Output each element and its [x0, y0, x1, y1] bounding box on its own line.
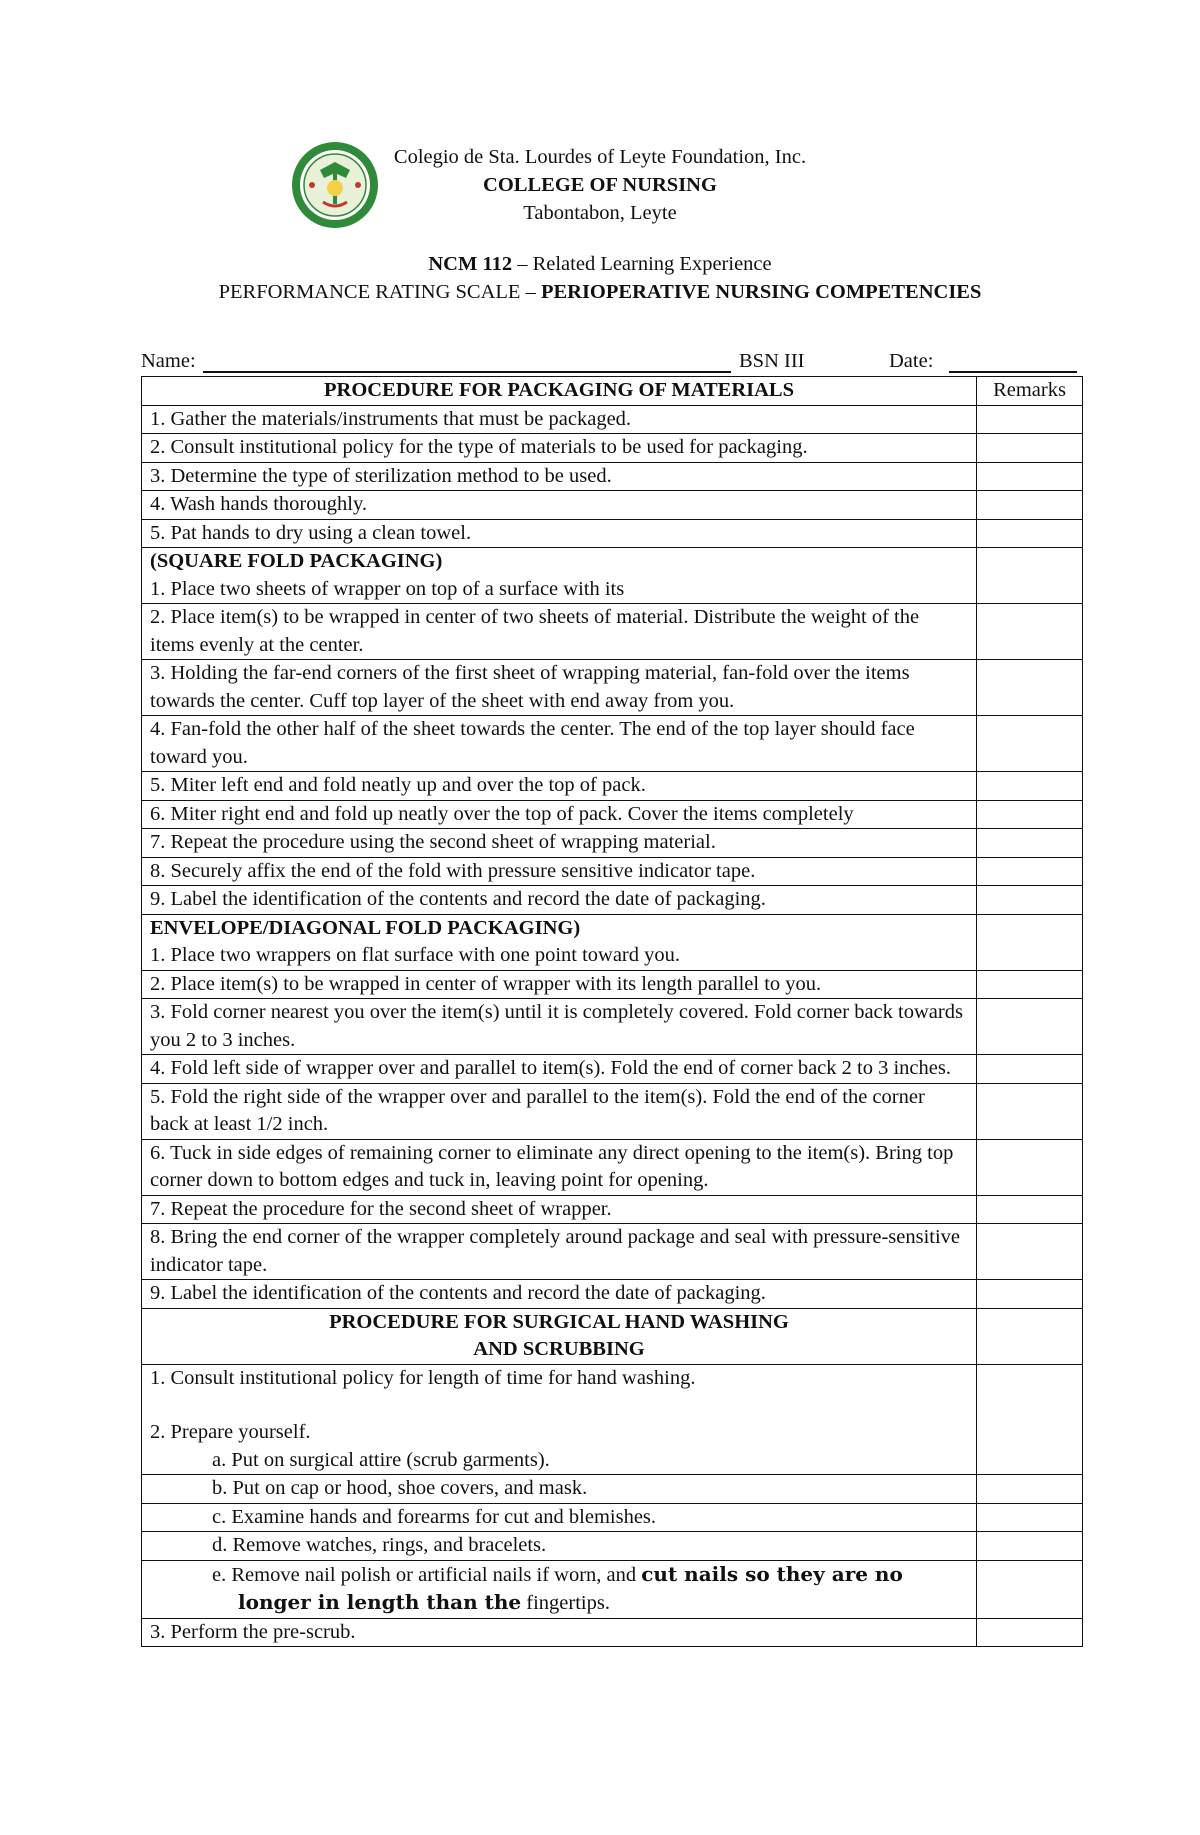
- remarks-cell[interactable]: [977, 434, 1083, 463]
- table-row: [142, 999, 1083, 1055]
- step-text: 5. Miter left end and fold neatly up and over the top of pack.: [142, 772, 977, 801]
- remarks-cell[interactable]: [977, 1364, 1083, 1475]
- table-row: [142, 1139, 1083, 1195]
- remarks-cell[interactable]: [977, 970, 1083, 999]
- remarks-cell[interactable]: [977, 1055, 1083, 1084]
- section-title: PROCEDURE FOR PACKAGING OF MATERIALS: [142, 377, 977, 406]
- step-text: 9. Label the identification of the contents and record the date of packaging.: [142, 1280, 977, 1309]
- course-code: NCM 112: [428, 253, 513, 275]
- step-text: 4. Fan-fold the other half of the sheet towards the center. The end of the top layer should face toward you.: [142, 716, 977, 772]
- subsection-cell: [142, 914, 977, 970]
- step-text: 5. Fold the right side of the wrapper over and parallel to the item(s). Fold the end of the corner back at least 1/2 inch.: [142, 1083, 977, 1139]
- step-text: 3. Perform the pre-scrub.: [142, 1618, 977, 1647]
- step-text: 6. Miter right end and fold up neatly over the top of pack. Cover the items completely: [142, 800, 977, 829]
- table-row: [142, 604, 1083, 660]
- sub-step-text: a. Put on surgical attire (scrub garments).: [212, 1448, 550, 1471]
- step-text: 3. Holding the far-end corners of the first sheet of wrapping material, fan-fold over the items towards the center. Cuff top layer of the sheet with end away from you.: [142, 660, 977, 716]
- sub-step-cell: [142, 1560, 977, 1618]
- remarks-cell[interactable]: [977, 1475, 1083, 1504]
- table-row: [142, 800, 1083, 829]
- sub-step-text: c. Examine hands and forearms for cut and blemishes.: [142, 1503, 977, 1532]
- table-row: [142, 1055, 1083, 1084]
- step-text: 5. Pat hands to dry using a clean towel.: [142, 519, 977, 548]
- subsection-title: ENVELOPE/DIAGONAL FOLD PACKAGING): [150, 916, 581, 939]
- remarks-cell[interactable]: [977, 829, 1083, 858]
- table-row: [142, 1618, 1083, 1647]
- course-line: [60, 250, 1140, 278]
- step-text: 2. Prepare yourself.: [150, 1421, 311, 1443]
- table-row: [142, 1560, 1083, 1618]
- remarks-cell[interactable]: [977, 1560, 1083, 1618]
- remarks-cell[interactable]: [977, 1503, 1083, 1532]
- table-row: [142, 1475, 1083, 1504]
- step-text: 2. Consult institutional policy for the type of materials to be used for packaging.: [142, 434, 977, 463]
- remarks-cell[interactable]: [977, 914, 1083, 970]
- remarks-cell[interactable]: [977, 1224, 1083, 1280]
- step-text: 4. Fold left side of wrapper over and parallel to item(s). Fold the end of corner back 2 to 3 inches.: [142, 1055, 977, 1084]
- table-header-row: [142, 377, 1083, 406]
- remarks-cell[interactable]: [977, 772, 1083, 801]
- remarks-cell[interactable]: [977, 857, 1083, 886]
- remarks-cell[interactable]: [977, 1308, 1083, 1364]
- table-row: [142, 857, 1083, 886]
- section-title-line: AND SCRUBBING: [473, 1338, 645, 1360]
- table-row: [142, 914, 1083, 970]
- college-name: COLLEGE OF NURSING: [483, 174, 717, 196]
- date-field[interactable]: [949, 371, 1077, 373]
- sub-step-text: e. Remove nail polish or artificial nails if worn, and: [212, 1563, 642, 1586]
- remarks-cell[interactable]: [977, 519, 1083, 548]
- scale-prefix: PERFORMANCE RATING SCALE –: [218, 281, 541, 303]
- table-row: [142, 829, 1083, 858]
- step-text: 1. Gather the materials/instruments that must be packaged.: [142, 405, 977, 434]
- remarks-cell[interactable]: [977, 1139, 1083, 1195]
- sub-step-text: b. Put on cap or hood, shoe covers, and mask.: [142, 1475, 977, 1504]
- step-text: 6. Tuck in side edges of remaining corner to eliminate any direct opening to the item(s). Bring top corner down to bottom edges and tuck in, leaving point for opening.: [142, 1139, 977, 1195]
- scale-title: PERIOPERATIVE NURSING COMPETENCIES: [540, 281, 982, 303]
- remarks-cell[interactable]: [977, 405, 1083, 434]
- table-row: [142, 434, 1083, 463]
- remarks-cell[interactable]: [977, 462, 1083, 491]
- table-row: [142, 1280, 1083, 1309]
- step-text: 7. Repeat the procedure for the second sheet of wrapper.: [142, 1195, 977, 1224]
- step-text: 2. Place item(s) to be wrapped in center of wrapper with its length parallel to you.: [142, 970, 977, 999]
- step-text: 8. Securely affix the end of the fold with pressure sensitive indicator tape.: [142, 857, 977, 886]
- rating-table: [141, 376, 1083, 1647]
- name-label: Name:: [141, 350, 196, 372]
- emphasis-text: cut nails so they are no longer in length than the: [238, 1561, 903, 1614]
- remarks-cell[interactable]: [977, 1618, 1083, 1647]
- sub-step-text: d. Remove watches, rings, and bracelets.: [142, 1532, 977, 1561]
- table-row: [142, 1503, 1083, 1532]
- step-cell: [142, 1364, 977, 1475]
- step-text: 1. Place two sheets of wrapper on top of a surface with its: [150, 577, 625, 600]
- remarks-cell[interactable]: [977, 660, 1083, 716]
- institution-block: [300, 143, 900, 227]
- table-row: [142, 1532, 1083, 1561]
- section-title: [142, 1308, 977, 1364]
- step-text: 4. Wash hands thoroughly.: [142, 491, 977, 520]
- step-text: 8. Bring the end corner of the wrapper completely around package and seal with pressure-sensitive indicator tape.: [142, 1224, 977, 1280]
- table-row: [142, 1083, 1083, 1139]
- remarks-header: Remarks: [977, 377, 1083, 406]
- table-row: [142, 405, 1083, 434]
- step-text: 3. Fold corner nearest you over the item(s) until it is completely covered. Fold corner back towards you 2 to 3 inches.: [142, 999, 977, 1055]
- remarks-cell[interactable]: [977, 1532, 1083, 1561]
- table-row: [142, 660, 1083, 716]
- remarks-cell[interactable]: [977, 548, 1083, 604]
- table-row: [142, 1364, 1083, 1475]
- level-label: BSN III: [739, 350, 805, 372]
- step-text: 2. Place item(s) to be wrapped in center of two sheets of material. Distribute the weight of the items evenly at the center.: [142, 604, 977, 660]
- scale-line: [60, 278, 1140, 306]
- table-row: [142, 462, 1083, 491]
- remarks-cell[interactable]: [977, 1195, 1083, 1224]
- table-row: [142, 548, 1083, 604]
- remarks-cell[interactable]: [977, 886, 1083, 915]
- step-text: 3. Determine the type of sterilization method to be used.: [142, 462, 977, 491]
- table-row: [142, 716, 1083, 772]
- student-info-line: [141, 350, 1081, 376]
- table-row: [142, 772, 1083, 801]
- remarks-cell[interactable]: [977, 800, 1083, 829]
- subsection-cell: [142, 548, 977, 604]
- date-label: Date:: [889, 350, 934, 372]
- subsection-title: (SQUARE FOLD PACKAGING): [150, 550, 443, 572]
- course-title: – Related Learning Experience: [512, 253, 772, 275]
- section-title-line: PROCEDURE FOR SURGICAL HAND WASHING: [329, 1310, 789, 1333]
- table-row: [142, 1195, 1083, 1224]
- institution-location: Tabontabon, Leyte: [523, 202, 677, 224]
- remarks-cell[interactable]: [977, 1280, 1083, 1309]
- table-row: [142, 970, 1083, 999]
- table-row: [142, 519, 1083, 548]
- remarks-cell[interactable]: [977, 604, 1083, 660]
- table-row: [142, 886, 1083, 915]
- step-text: 1. Consult institutional policy for length of time for hand washing.: [150, 1366, 696, 1389]
- table-row: [142, 1224, 1083, 1280]
- name-field[interactable]: [203, 371, 731, 373]
- document-header: [0, 0, 1200, 303]
- course-block: [60, 250, 1140, 306]
- remarks-cell[interactable]: [977, 491, 1083, 520]
- section-header-row: [142, 1308, 1083, 1364]
- remarks-cell[interactable]: [977, 1083, 1083, 1139]
- remarks-cell[interactable]: [977, 716, 1083, 772]
- step-text: 7. Repeat the procedure using the second sheet of wrapping material.: [142, 829, 977, 858]
- table-row: [142, 491, 1083, 520]
- institution-name: Colegio de Sta. Lourdes of Leyte Foundation, Inc.: [393, 146, 807, 168]
- step-text: 9. Label the identification of the contents and record the date of packaging.: [142, 886, 977, 915]
- remarks-cell[interactable]: [977, 999, 1083, 1055]
- sub-step-text-end: fingertips.: [521, 1592, 610, 1614]
- spacer: [150, 1392, 968, 1419]
- step-text: 1. Place two wrappers on flat surface with one point toward you.: [150, 944, 681, 966]
